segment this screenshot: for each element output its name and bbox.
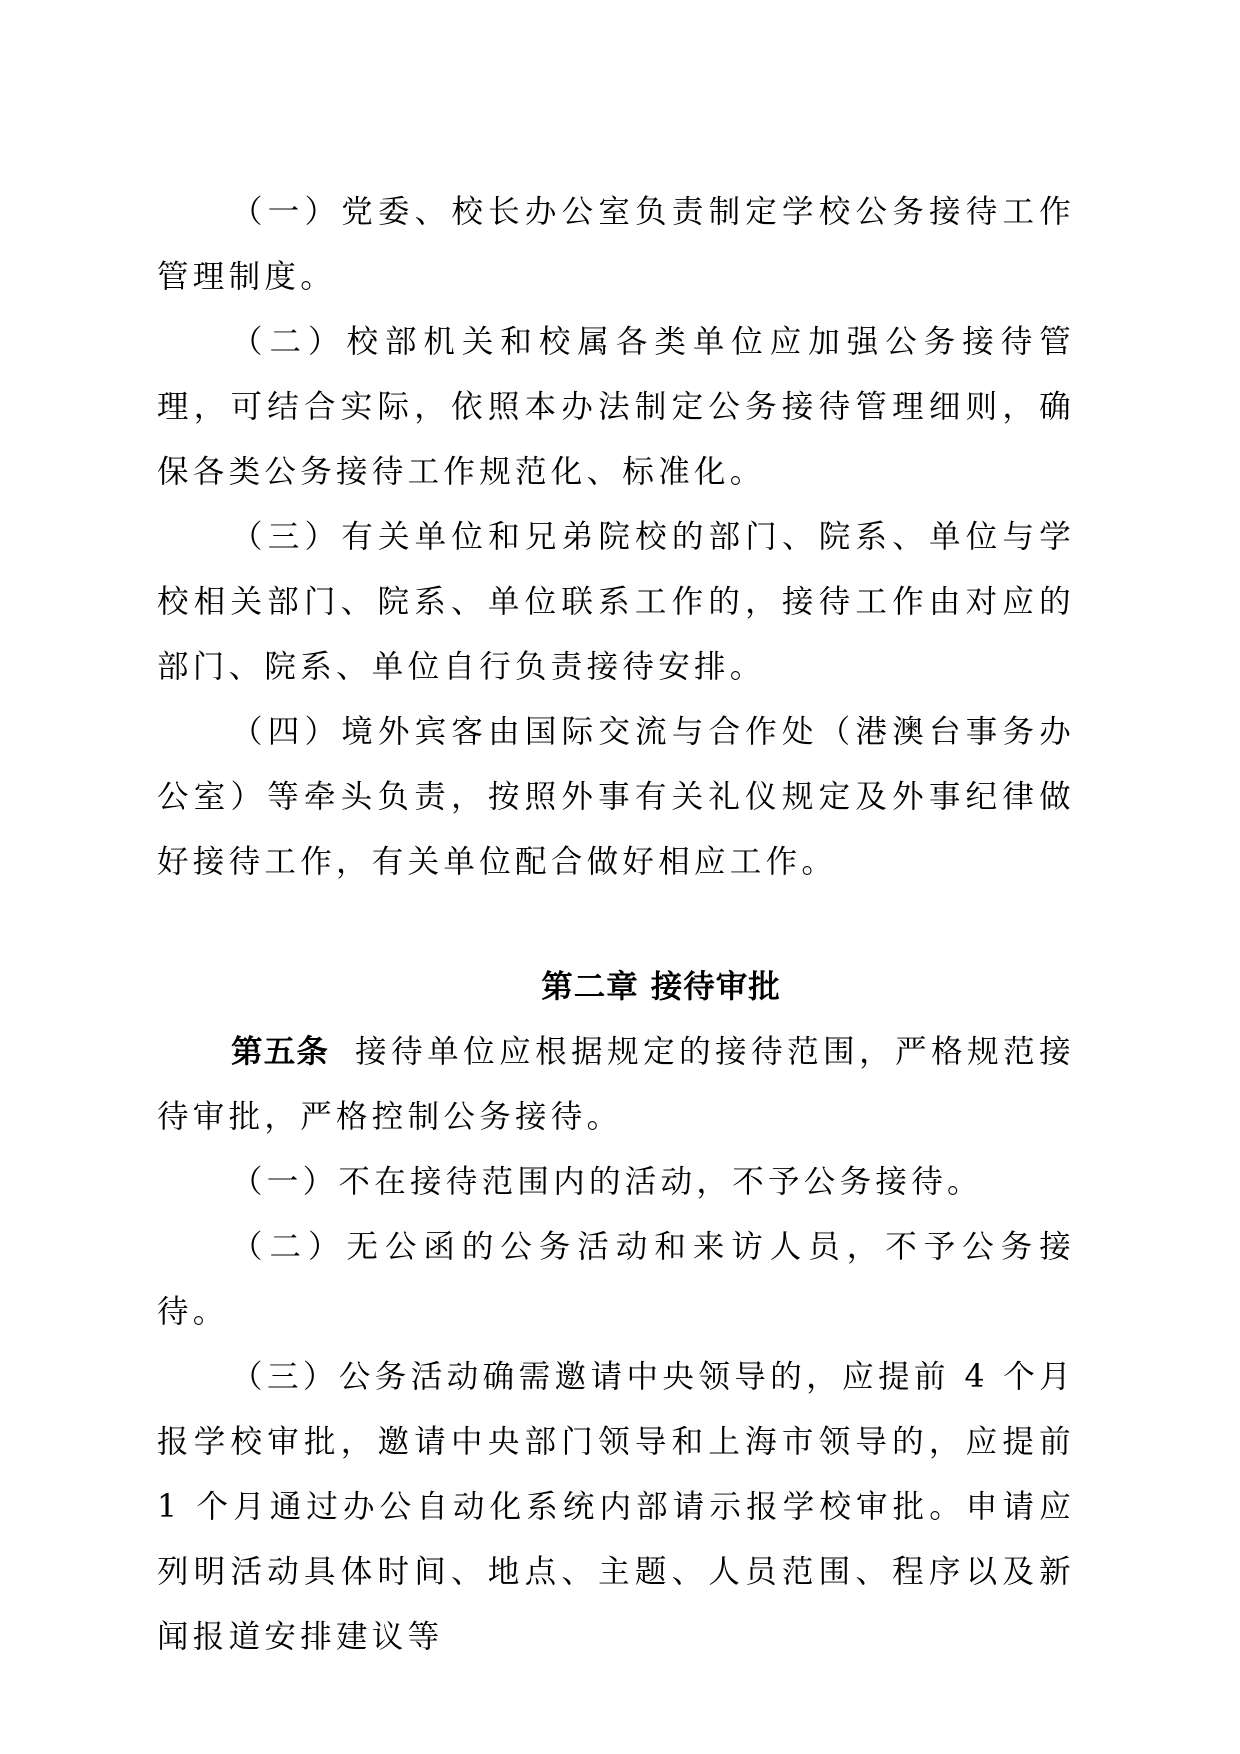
article-text: 接待单位应根据规定的接待范围，严格规范接待审批，严格控制公务接待。	[157, 1034, 1075, 1135]
article-5	[157, 1020, 1075, 1150]
paragraph-duty-4: （四）境外宾客由国际交流与合作处（港澳台事务办公室）等牵头负责，按照外事有关礼仪规定及外事纪律做好接待工作，有关单位配合做好相应工作。	[157, 714, 1075, 880]
paragraph-approval-1: （一）不在接待范围内的活动，不予公务接待。	[231, 1164, 983, 1200]
paragraph-duty-3: （三）有关单位和兄弟院校的部门、院系、单位与学校相关部门、院系、单位联系工作的，接待工作由对应的部门、院系、单位自行负责接待安排。	[157, 519, 1075, 685]
paragraph-approval-3: （三）公务活动确需邀请中央领导的，应提前 4 个月报学校审批，邀请中央部门领导和上海市领导的，应提前 1 个月通过办公自动化系统内部请示报学校审批。申请应列明活动具体时间、地点、主题、人员范围、程序以及新闻报道安排建议等	[157, 1359, 1075, 1655]
article-label: 第五条	[231, 1034, 330, 1070]
paragraph-approval-2: （二）无公函的公务活动和来访人员，不予公务接待。	[157, 1229, 1075, 1330]
chapter-title: 第二章 接待审批	[541, 969, 781, 1005]
document-body	[157, 180, 1075, 1670]
paragraph-duty-2: （二）校部机关和校属各类单位应加强公务接待管理，可结合实际，依照本办法制定公务接待管理细则，确保各类公务接待工作规范化、标准化。	[157, 324, 1075, 490]
paragraph-duty-1: （一）党委、校长办公室负责制定学校公务接待工作管理制度。	[157, 194, 1075, 295]
